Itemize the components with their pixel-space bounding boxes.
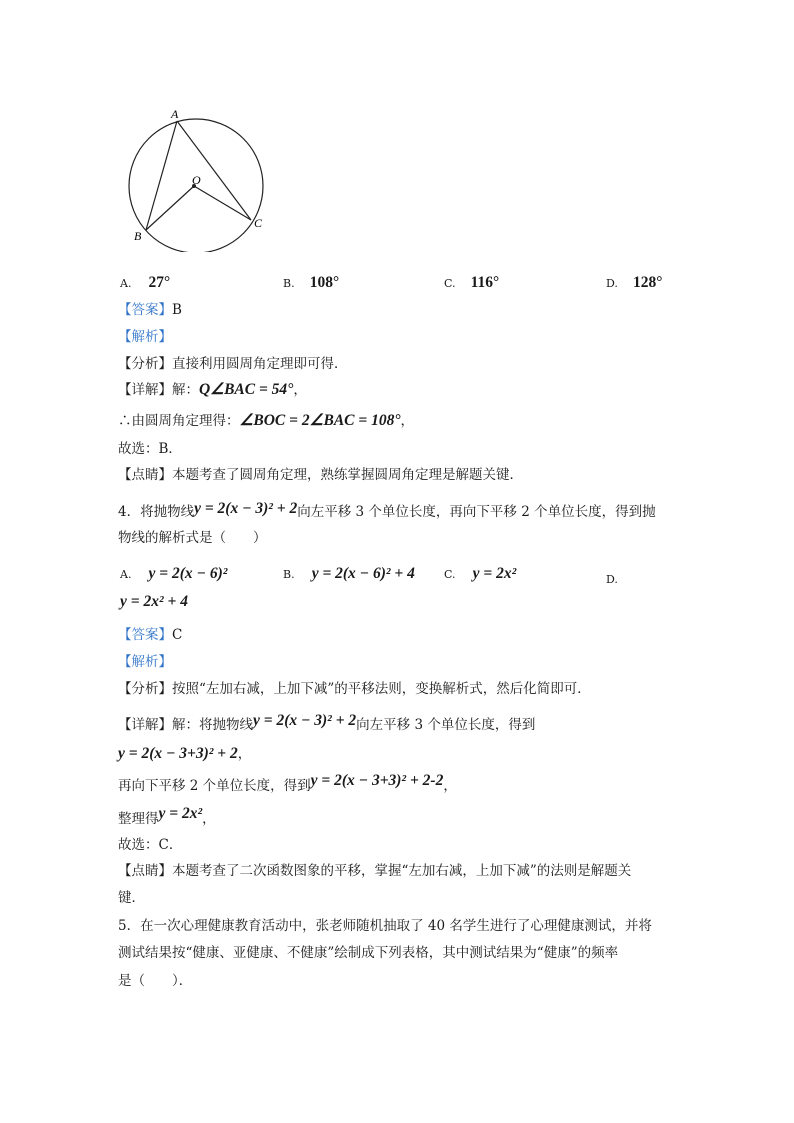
q4-detail: 【详解】解：将抛物线y = 2(x − 3)² + 2向左平移 3 个单位长度，得到 bbox=[118, 712, 536, 733]
circle-figure bbox=[120, 104, 280, 252]
q4-option-c: C. y = 2x² bbox=[444, 565, 517, 582]
q4-detail-line3: 再向下平移 2 个单位长度，得到y = 2(x − 3+3)² + 2-2， bbox=[118, 772, 457, 794]
q3-dianjing: 【点睛】本题考查了圆周角定理，熟练掌握圆周角定理是解题关键． bbox=[118, 467, 523, 483]
q4-fenxi: 【分析】按照“左加右减，上加下减”的平移法则，变换解析式，然后化简即可． bbox=[118, 681, 591, 697]
q3-answer: 【答案】B bbox=[118, 302, 182, 318]
q5-stem-line2: 测试结果按“健康、亚健康、不健康”绘制成下列表格，其中测试结果为“健康”的频率 bbox=[118, 945, 619, 961]
q4-stem: 4．将抛物线y = 2(x − 3)² + 2向左平移 3 个单位长度，再向下平移 2 个单位长度，得到抛 bbox=[118, 500, 656, 520]
q4-stem-line2: 物线的解析式是（ ） bbox=[118, 530, 267, 546]
q3-detail: 【详解】解：Q∠BAC = 54°， bbox=[118, 381, 307, 398]
q4-detail-line2: y = 2(x − 3+3)² + 2， bbox=[118, 745, 252, 762]
radius-ob bbox=[146, 186, 194, 230]
q3-option-d: D. 128° bbox=[606, 274, 663, 291]
q3-therefore: ∴由圆周角定理得：∠BOC = 2∠BAC = 108°， bbox=[118, 412, 415, 429]
q4-analysis-heading: 【解析】 bbox=[118, 654, 172, 670]
q4-dianjing-line2: 键． bbox=[118, 890, 145, 906]
q3-analysis-heading: 【解析】 bbox=[118, 329, 172, 345]
q4-dianjing: 【点睛】本题考查了二次函数图象的平移，掌握“左加右减，上加下减”的法则是解题关 bbox=[118, 863, 632, 879]
q4-option-d-letter: D. bbox=[606, 573, 618, 586]
label-b: B bbox=[134, 229, 142, 243]
radius-oc bbox=[194, 186, 251, 220]
q3-fenxi: 【分析】直接利用圆周角定理即可得． bbox=[118, 356, 348, 372]
q4-detail-line4: 整理得y = 2x²， bbox=[118, 805, 216, 827]
q3-select: 故选：B． bbox=[118, 441, 182, 457]
q4-answer: 【答案】C bbox=[118, 627, 183, 643]
q4-option-b: B. y = 2(x − 6)² + 4 bbox=[283, 565, 415, 582]
q4-select: 故选：C． bbox=[118, 837, 183, 853]
q3-option-b: B. 108° bbox=[283, 274, 340, 291]
label-c: C bbox=[254, 216, 263, 230]
q3-option-c: C. 116° bbox=[444, 274, 500, 291]
q5-stem-line3: 是（ ）． bbox=[118, 973, 193, 989]
q5-stem-line1: 5．在一次心理健康教育活动中，张老师随机抽取了 40 名学生进行了心理健康测试，并将 bbox=[118, 918, 652, 934]
label-o: O bbox=[192, 173, 201, 187]
label-a: A bbox=[171, 107, 179, 121]
q4-option-a: A. y = 2(x − 6)² bbox=[120, 565, 228, 582]
q3-option-a: A. 27° bbox=[120, 274, 171, 291]
q4-option-d-value: y = 2x² + 4 bbox=[120, 593, 188, 610]
